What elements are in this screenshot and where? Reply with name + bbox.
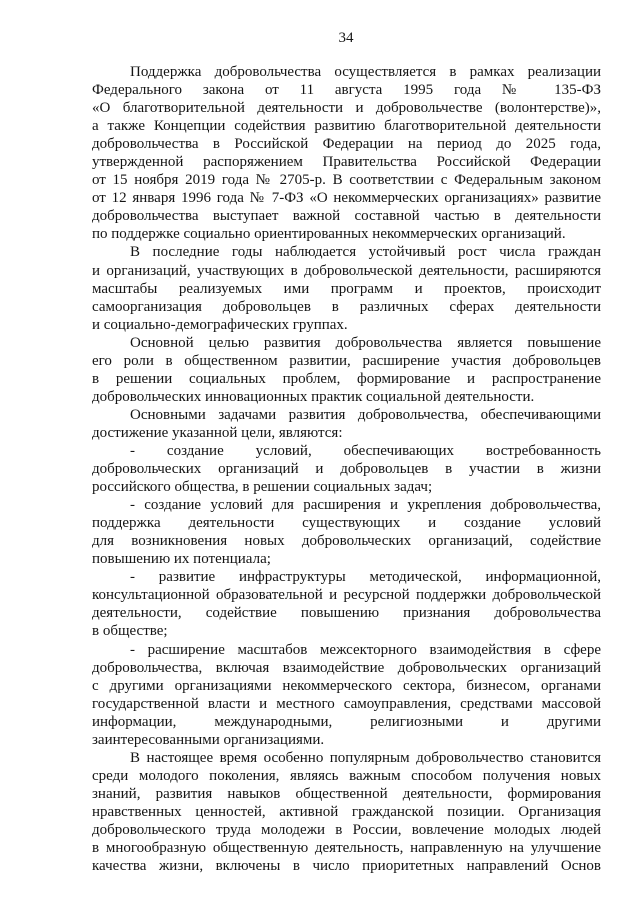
text-line: «О благотворительной деятельности и добровольчестве (волонтерстве)», <box>92 100 601 117</box>
text-line: поддержка деятельности существующих и создание условий <box>92 515 601 532</box>
text-line: достижение указанной цели, являются: <box>92 424 343 441</box>
task-item-1 <box>92 442 601 496</box>
paragraph-main-goal <box>92 334 601 406</box>
document-body <box>92 63 601 875</box>
text-line: - создание условий для расширения и укрепления добровольчества, <box>130 497 601 514</box>
task-item-4 <box>92 641 601 749</box>
text-line: по поддержке социально ориентированных некоммерческих организаций. <box>92 226 566 243</box>
text-line: консультационной образовательной и ресурсной поддержки добровольческой <box>92 587 601 604</box>
text-line: добровольческих организаций и добровольцев в участии в жизни <box>92 461 601 478</box>
text-line: самоорганизация добровольцев в различных сферах деятельности <box>92 298 601 315</box>
text-line: масштабы реализуемых ими программ и проектов, происходит <box>92 280 601 297</box>
text-line: повышению их потенциала; <box>92 551 271 568</box>
text-line: от 12 января 1996 года № 7-ФЗ «О некоммерческих организациях» развитие <box>92 190 601 207</box>
text-line: - расширение масштабов межсекторного взаимодействия в сфере <box>130 641 601 658</box>
task-item-2 <box>92 496 601 568</box>
text-line: Основной целью развития добровольчества является повышение <box>130 334 601 351</box>
text-line: среди молодого поколения, являясь важным способом получения новых <box>92 767 601 784</box>
text-line: деятельности, содействие повышению признания добровольчества <box>92 605 601 622</box>
text-line: добровольчества в Российской Федерации на период до 2025 года, <box>92 136 601 153</box>
text-line: с другими организациями некоммерческого сектора, бизнесом, органами <box>92 677 601 694</box>
text-line: нравственных ценностей, активной гражданской позиции. Организация <box>92 803 601 820</box>
text-line: его роли в общественном развитии, расширение участия добровольцев <box>92 352 601 369</box>
text-line: в обществе; <box>92 623 168 640</box>
text-line: В последние годы наблюдается устойчивый рост числа граждан <box>130 244 601 261</box>
text-line: Федерального закона от 11 августа 1995 года № 135-ФЗ <box>92 82 601 99</box>
task-item-3 <box>92 568 601 640</box>
text-line: добровольчества выступает важной составной частью в деятельности <box>92 208 601 225</box>
text-line: в многообразную общественную деятельность, направленную на улучшение <box>92 840 601 857</box>
text-line: для возникновения новых добровольческих организаций, содействие <box>92 533 601 550</box>
text-line: государственной власти и местного самоуправления, средствами массовой <box>92 695 601 712</box>
text-line: информации, международными, религиозными и другими <box>92 713 601 730</box>
text-line: Основными задачами развития добровольчества, обеспечивающими <box>130 406 601 423</box>
paragraph-support-basis <box>92 63 601 243</box>
text-line: и организаций, участвующих в добровольческой деятельности, расширяются <box>92 262 601 279</box>
text-line: и социально-демографических группах. <box>92 316 348 333</box>
text-line: Поддержка добровольчества осуществляется в рамках реализации <box>130 64 601 80</box>
text-line: знаний, развития навыков общественной деятельности, формирования <box>92 785 601 802</box>
text-line: В настоящее время особенно популярным добровольчество становится <box>130 749 601 766</box>
text-line: утвержденной распоряжением Правительства Российской Федерации <box>92 154 601 171</box>
text-line: добровольческих инновационных практик социальной деятельности. <box>92 388 535 405</box>
paragraph-tasks-intro <box>92 406 601 442</box>
text-line: добровольчества, включая взаимодействие добровольческих организаций <box>92 659 601 676</box>
text-line: в решении социальных проблем, формирование и распространение <box>92 370 601 387</box>
text-line: - развитие инфраструктуры методической, информационной, <box>130 569 601 586</box>
text-line: добровольческого труда молодежи в России, вовлечение молодых людей <box>92 821 601 838</box>
text-line: российского общества, в решении социальных задач; <box>92 479 433 496</box>
page-number: 34 <box>338 30 354 46</box>
text-line: от 15 ноября 2019 года № 2705-р. В соответствии с Федеральным законом <box>92 172 601 189</box>
text-line: качества жизни, включены в число приоритетных направлений Основ <box>92 858 601 875</box>
paragraph-youth-volunteering <box>92 749 601 875</box>
paragraph-growth-trend <box>92 243 601 333</box>
text-line: а также Концепции содействия развитию благотворительной деятельности <box>92 118 601 135</box>
text-line: - создание условий, обеспечивающих востребованность <box>130 442 601 459</box>
text-line: заинтересованными организациями. <box>92 731 325 748</box>
